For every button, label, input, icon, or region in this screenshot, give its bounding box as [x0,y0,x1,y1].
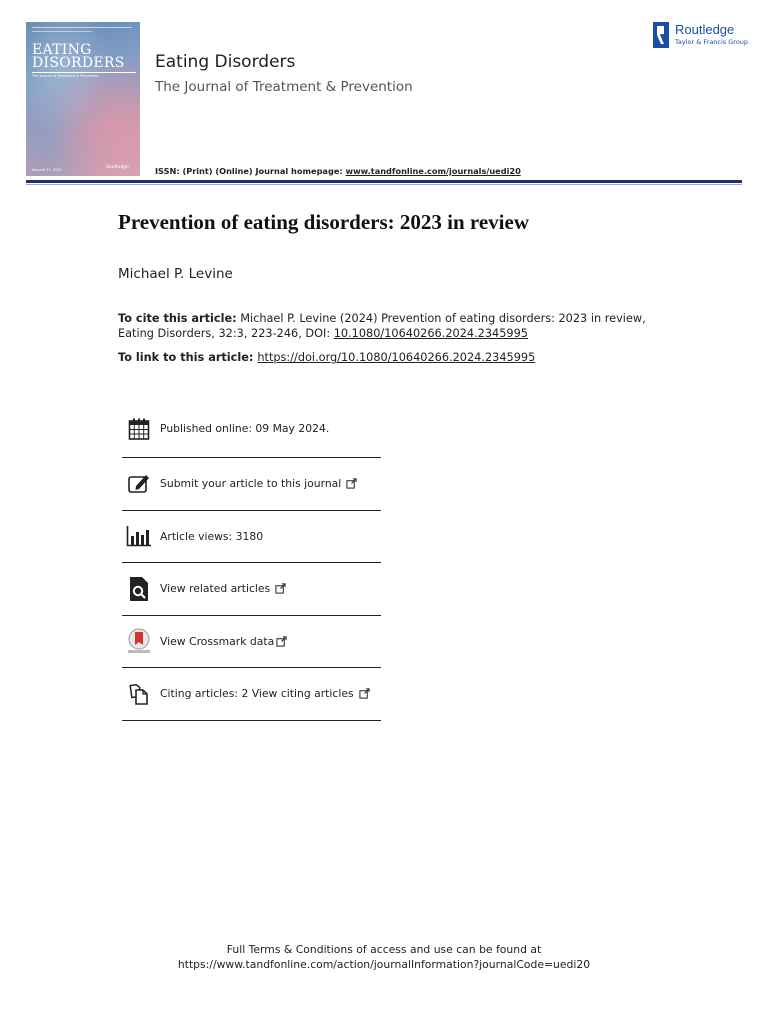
bar-chart-icon [126,523,152,549]
external-link-icon [276,632,287,651]
article-doi-link[interactable]: https://doi.org/10.1080/10640266.2024.2345995 [257,351,536,364]
submit-article-link[interactable]: Submit your article to this journal [160,477,342,491]
terms-url[interactable]: https://www.tandfonline.com/action/journalInformation?journalCode=uedi20 [177,958,591,971]
journal-title: Eating Disorders [155,52,296,72]
routledge-r-icon [653,22,669,48]
cover-volume: Volume 32, 2024 [32,168,62,172]
related-articles-link[interactable]: View related articles [160,582,271,596]
citing-articles-link[interactable]: Citing articles: 2 View citing articles [160,687,354,701]
info-row-published [122,400,381,458]
link-label: To link to this article: [118,351,258,364]
article-title: Prevention of eating disorders: 2023 in review [118,210,530,234]
citation-block [118,312,658,341]
external-link-icon [275,579,286,598]
cover-title [32,44,140,70]
article-info-list [122,400,381,721]
cite-text: Michael P. Levine (2024) Prevention of eating disorders: 2023 in review, Eating Disorders, 32:3, 223-246, DOI: [118,312,646,340]
copy-icon [126,681,152,707]
cover-subtitle: The Journal of Treatment & Prevention [32,72,136,78]
header-divider [26,180,742,183]
cover-title-line: EATING [32,42,92,58]
cite-doi-link[interactable]: 10.1080/10640266.2024.2345995 [333,326,528,340]
info-row-citing[interactable] [122,668,381,721]
external-link-icon [359,684,370,703]
issn-line [155,166,521,176]
journal-homepage-link[interactable]: www.tandfonline.com/journals/uedi20 [345,166,521,176]
info-row-crossmark[interactable] [122,616,381,669]
journal-subtitle: The Journal of Treatment & Prevention [155,79,413,95]
search-document-icon [126,576,152,602]
cover-decoration [32,27,132,28]
cover-publisher-mark: Routledge [106,165,129,170]
published-date: Published online: 09 May 2024. [160,422,330,435]
edit-icon [126,471,152,497]
cover-title-line: DISORDERS [32,55,125,71]
routledge-r-glyph [657,26,664,44]
cite-label: To cite this article: [118,312,237,325]
calendar-icon [126,416,152,442]
publisher-group: Taylor & Francis Group [675,38,749,46]
info-row-related[interactable] [122,563,381,616]
crossmark-icon [126,628,152,654]
terms-footer [0,942,768,972]
article-link-line [118,351,678,364]
header-divider-thin [26,184,742,185]
journal-cover-image [26,22,140,176]
cover-decoration [32,31,92,32]
info-row-views [122,511,381,564]
issn-label: ISSN: (Print) (Online) Journal homepage: [155,166,346,176]
publisher-name: Routledge [675,22,735,37]
article-views: Article views: 3180 [160,529,264,543]
publisher-logo[interactable] [653,22,748,52]
article-author: Michael P. Levine [118,266,233,282]
info-row-submit[interactable] [122,458,381,511]
terms-text: Full Terms & Conditions of access and use can be found at [226,943,542,956]
external-link-icon [346,474,357,493]
crossmark-link[interactable]: View Crossmark data [160,634,275,648]
